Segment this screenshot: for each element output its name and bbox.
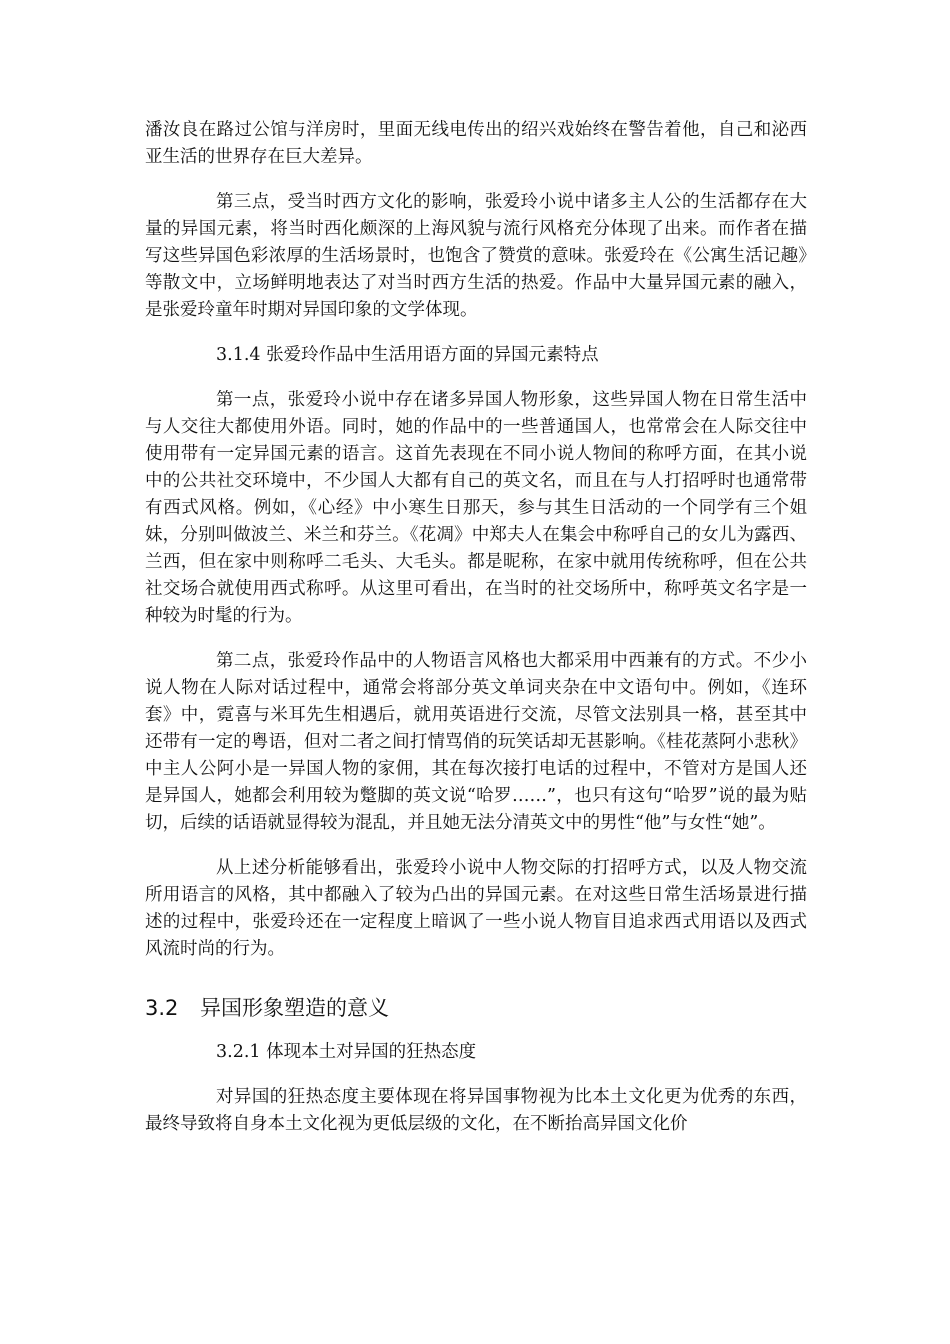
subsection-heading-3-1-4: 3.1.4 张爱玲作品中生活用语方面的异国元素特点	[216, 345, 599, 365]
document-page	[145, 117, 807, 1138]
paragraph-third-point: 第三点，受当时西方文化的影响，张爱玲小说中诸多主人公的生活都存在大量的异国元素，将当时西化颇深的上海风貌与流行风格充分体现了出来。而作者在描写这些异国色彩浓厚的生活场景时，也饱含了赞赏的意味。张爱玲在《公寓生活记趣》等散文中，立场鲜明地表达了对当时西方生活的热爱。作品中大量异国元素的融入，是张爱玲童年时期对异国印象的文学体现。	[145, 192, 807, 320]
subsection-heading-3-2-1: 3.2.1 体现本土对异国的狂热态度	[216, 1042, 477, 1062]
paragraph-second-point: 第二点，张爱玲作品中的人物语言风格也大都采用中西兼有的方式。不少小说人物在人际对话过程中，通常会将部分英文单词夹杂在中文语句中。例如，《连环套》中，霓喜与米耳先生相遇后，就用英语进行交流，尽管文法别具一格，甚至其中还带有一定的粤语，但对二者之间打情骂俏的玩笑话却无甚影响。《桂花蒸阿小悲秋》中主人公阿小是一异国人物的家佣，其在每次接打电话的过程中，不管对方是国人还是异国人，她都会利用较为蹩脚的英文说“哈罗……”，也只有这句“哈罗”说的最为贴切，后续的话语就显得较为混乱，并且她无法分清英文中的男性“他”与女性“她”。	[145, 651, 807, 833]
paragraph-final: 对异国的狂热态度主要体现在将异国事物视为比本土文化更为优秀的东西，最终导致将自身本土文化视为更低层级的文化，在不断抬高异国文化价	[145, 1087, 807, 1134]
paragraph-summary: 从上述分析能够看出，张爱玲小说中人物交际的打招呼方式，以及人物交流所用语言的风格，其中都融入了较为凸出的异国元素。在对这些日常生活场景进行描述的过程中，张爱玲还在一定程度上暗讽了一些小说人物盲目追求西式用语以及西式风流时尚的行为。	[145, 858, 807, 959]
section-heading-3-2	[145, 993, 807, 1023]
continued-paragraph: 潘汝良在路过公馆与洋房时，里面无线电传出的绍兴戏始终在警告着他，自己和泌西亚生活的世界存在巨大差异。	[145, 120, 807, 167]
section-title: 异国形象塑造的意义	[200, 996, 389, 1020]
paragraph-first-point: 第一点，张爱玲小说中存在诸多异国人物形象，这些异国人物在日常生活中与人交往大都使用外语。同时，她的作品中的一些普通国人，也常常会在人际交往中使用带有一定异国元素的语言。这首先表现在不同小说人物间的称呼方面，在其小说中的公共社交环境中，不少国人大都有自己的英文名，而且在与人打招呼时也通常带有西式风格。例如，《心经》中小寒生日那天，参与其生日活动的一个同学有三个姐妹，分别叫做波兰、米兰和芬兰。《花凋》中郑夫人在集会中称呼自己的女儿为露西、兰西，但在家中则称呼二毛头、大毛头。都是昵称，在家中就用传统称呼，但在公共社交场合就使用西式称呼。从这里可看出，在当时的社交场所中，称呼英文名字是一种较为时髦的行为。	[145, 390, 807, 626]
section-number: 3.2	[145, 996, 179, 1020]
